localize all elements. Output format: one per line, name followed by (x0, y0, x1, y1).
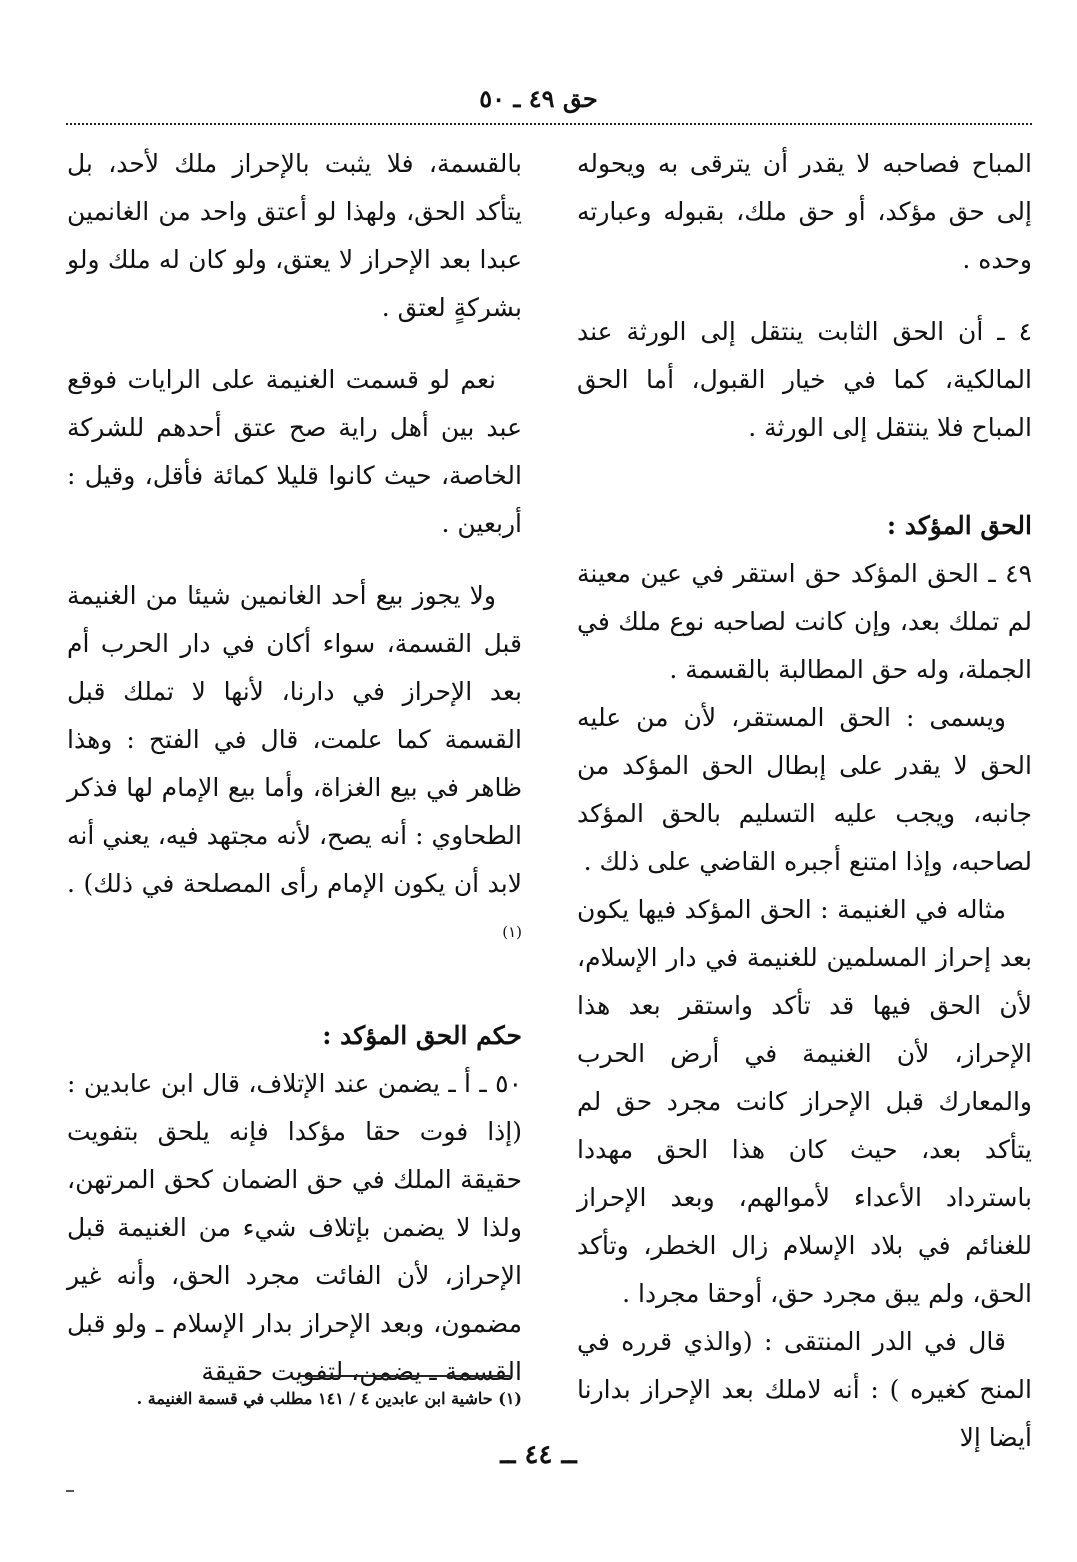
paragraph: بالقسمة، فلا يثبت بالإحراز ملك لأحد، بل يتأكد الحق، ولهذا لو أعتق واحد من الغانمين عبدا بعد الإحراز لا يعتق، ولو كان له ملك ولو بشركةٍ لعتق . (67, 149, 522, 322)
paragraph: ٥٠ ـ أ ـ يضمن عند الإتلاف، قال ابن عابدين : (إذا فوت حقا مؤكدا فإنه يلحق بتفويت حقيقة الملك في حق الضمان كحق المرتهن، ولذا لا يضمن بإتلاف شيء من الغنيمة قبل الإحراز، لأن الفائت مجرد الحق، وأنه غير مضمون، وبعد الإحراز بدار الإسلام ـ ولو قبل القسمة ـ يضمن، لتفويت حقيقة (67, 1069, 522, 1387)
left-column (67, 140, 522, 1396)
footnote-marker: (١) (502, 923, 522, 941)
section-heading: الحق المؤكد : (886, 511, 1032, 540)
paragraph-text: ولا يجوز بيع أحد الغانمين شيئا من الغنيمة قبل القسمة، سواء أكان في دار الحرب أم بعد الإحراز في دارنا، لأنها لا تملك قبل القسمة كما علمت، قال في الفتح : وهذا ظاهر في بيع الغزاة، وأما بيع الإمام لها فذكر الطحاوي : أنه يصح، لأنه مجتهد فيه، يعني أنه لابد أن يكون الإمام رأى المصلحة في ذلك) . (67, 581, 522, 898)
paragraph: قال في الدر المنتقى : (والذي قرره في المنح كغيره ) : أنه لاملك بعد الإحراز بدارنا أيضا إلا (577, 1327, 1032, 1452)
header-dotted-rule (66, 123, 1032, 125)
footnote: (١) حاشية ابن عابدين ٤ / ١٤١ مطلب في قسمة الغنيمة . (136, 1389, 522, 1408)
scan-speck (66, 1490, 74, 1492)
footnote-rule (300, 1375, 510, 1377)
right-column (577, 140, 1032, 1462)
paragraph: ٤ ـ أن الحق الثابت ينتقل إلى الورثة عند المالكية، كما في خيار القبول، أما الحق المباح فلا ينتقل إلى الورثة . (577, 317, 1032, 442)
paragraph: ويسمى : الحق المستقر، لأن من عليه الحق لا يقدر على إبطال الحق المؤكد من جانبه، ويجب عليه التسليم بالحق المؤكد لصاحبه، وإذا امتنع أجبره القاضي على ذلك . (577, 703, 1032, 876)
section-heading: حكم الحق المؤكد : (322, 1021, 522, 1051)
paragraph (67, 572, 522, 962)
paragraph: مثاله في الغنيمة : الحق المؤكد فيها يكون بعد إحراز المسلمين للغنيمة في دار الإسلام، لأن الحق فيها قد تأكد واستقر بعد هذا الإحراز، لأن الغنيمة في أرض الحرب والمعارك قبل الإحراز كانت مجرد حق لم يتأكد بعد، حيث كان هذا الحق مهددا باسترداد الأعداء لأموالهم، وبعد الإحراز للغنائم في بلاد الإسلام زال الخطر، وتأكد الحق، ولم يبق مجرد حق، أوحقا مجردا . (577, 895, 1032, 1308)
paragraph: المباح فصاحبه لا يقدر أن يترقى به ويحوله إلى حق مؤكد، أو حق ملك، بقبوله وعبارته وحده . (577, 149, 1032, 274)
page-number: ــ ٤٤ ــ (500, 1440, 577, 1470)
paragraph: ٤٩ ـ الحق المؤكد حق استقر في عين معينة لم تملك بعد، وإن كانت لصاحبه نوع ملك في الجملة، وله حق المطالبة بالقسمة . (577, 559, 1032, 684)
running-header: حق ٤٩ ـ ٥٠ (479, 84, 598, 113)
paragraph: نعم لو قسمت الغنيمة على الرايات فوقع عبد بين أهل راية صح عتق أحدهم للشركة الخاصة، حيث كانوا قليلا كمائة فأقل، وقيل : أربعين . (67, 365, 522, 538)
